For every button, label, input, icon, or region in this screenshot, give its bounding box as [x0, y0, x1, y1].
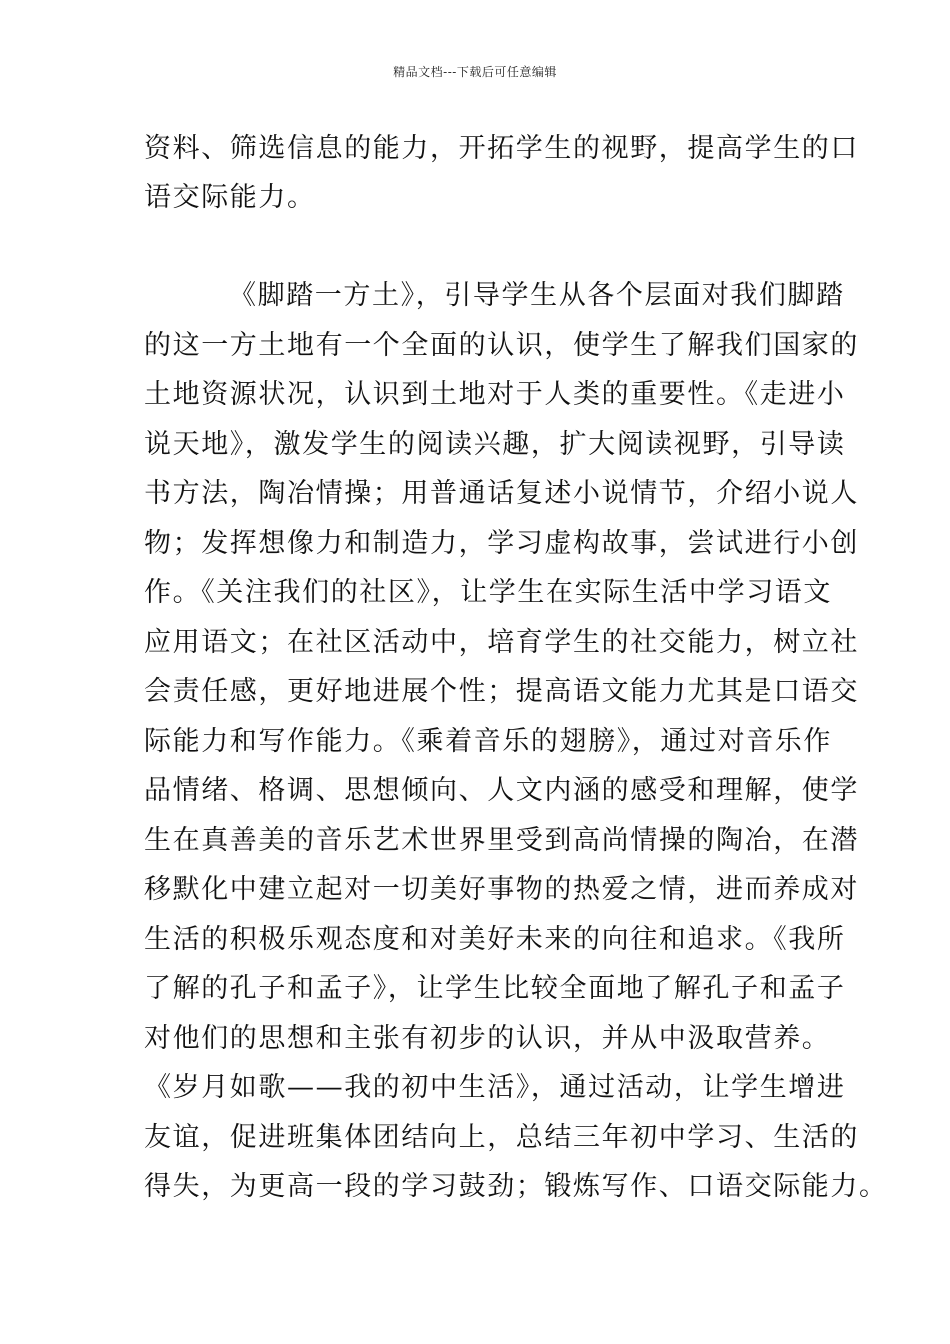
text-line: 得失，为更高一段的学习鼓劲；锻炼写作、口语交际能力。 [144, 1171, 888, 1202]
text-line: 语交际能力。 [144, 182, 316, 213]
text-line: 友谊，促进班集体团结向上，总结三年初中学习、生活的 [144, 1122, 859, 1153]
text-line: 生活的积极乐观态度和对美好未来的向往和追求。《我所 [144, 924, 846, 955]
text-line: 移默化中建立起对一切美好事物的热爱之情，进而养成对 [144, 874, 859, 905]
text-line: 资料、筛选信息的能力，开拓学生的视野，提高学生的口 [144, 133, 859, 164]
page-header: 精品文档---下载后可任意编辑 [393, 65, 557, 79]
text-line: 物；发挥想像力和制造力，学习虚构故事，尝试进行小创 [144, 528, 859, 559]
text-line: 对他们的思想和主张有初步的认识，并从中汲取营养。 [144, 1023, 831, 1054]
text-line: 生在真善美的音乐艺术世界里受到高尚情操的陶冶，在潜 [144, 825, 859, 856]
text-line: 土地资源状况，认识到土地对于人类的重要性。《走进小 [144, 379, 846, 410]
text-line: 了解的孔子和孟子》，让学生比较全面地了解孔子和孟子 [144, 973, 846, 1004]
text-line: 际能力和写作能力。《乘着音乐的翅膀》，通过对音乐作 [144, 726, 832, 757]
text-line: 作。《关注我们的社区》，让学生在实际生活中学习语文 [144, 577, 832, 608]
text-line: 说天地》，激发学生的阅读兴趣，扩大阅读视野，引导读 [144, 429, 846, 460]
text-line: 品情绪、格调、思想倾向、人文内涵的感受和理解，使学 [144, 775, 859, 806]
text-line: 书方法，陶冶情操；用普通话复述小说情节，介绍小说人 [144, 478, 859, 509]
text-line: 《脚踏一方土》，引导学生从各个层面对我们脚踏 [229, 280, 845, 311]
text-line: 《岁月如歌——我的初中生活》，通过活动，让学生增进 [144, 1072, 846, 1103]
text-line: 应用语文；在社区活动中，培育学生的社交能力，树立社 [144, 627, 859, 658]
text-line: 会责任感，更好地进展个性；提高语文能力尤其是口语交 [144, 676, 859, 707]
text-line: 的这一方土地有一个全面的认识，使学生了解我们国家的 [144, 330, 859, 361]
